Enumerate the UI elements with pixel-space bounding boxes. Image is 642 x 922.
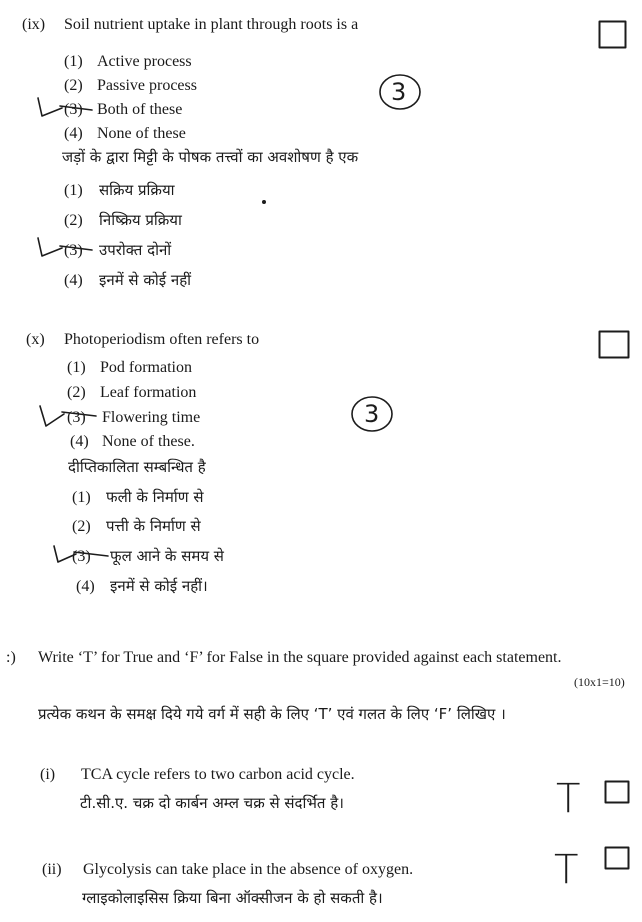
option-number: (3) — [64, 101, 83, 118]
option-number: (1) — [64, 53, 83, 70]
answer-box[interactable] — [598, 330, 632, 360]
option-text: Both of these — [97, 101, 183, 118]
option-text: Passive process — [97, 77, 197, 94]
section-instruction-en: Write ‘T’ for True and ‘F’ for False in the square provided against each statement. — [38, 649, 562, 666]
option-number: (3) — [67, 409, 86, 426]
question-number: (x) — [26, 331, 45, 348]
question-text-en: Photoperiodism often refers to — [64, 331, 260, 348]
statement-number: (i) — [40, 766, 56, 783]
handwritten-answer: T — [556, 776, 581, 822]
option-text: इनमें से कोई नहीं — [99, 271, 192, 289]
option-number: (4) — [64, 125, 83, 142]
answer-box[interactable] — [604, 780, 632, 806]
option-text: फली के निर्माण से — [106, 488, 204, 506]
tick-mark — [36, 96, 96, 126]
option-number: (2) — [64, 77, 83, 94]
option-number: (2) — [67, 384, 86, 401]
handwritten-answer: T — [554, 847, 579, 893]
section-marker: :) — [6, 649, 16, 666]
statement-text-hi: टी.सी.ए. चक्र दो कार्बन अम्ल चक्र से संदर्भित है। — [80, 794, 344, 812]
option-text: Pod formation — [100, 359, 192, 376]
option-text: सक्रिय प्रक्रिया — [99, 181, 175, 199]
section-marks: (10x1=10) — [574, 675, 625, 689]
option-text: इनमें से कोई नहीं। — [110, 577, 208, 595]
statement-number: (ii) — [42, 861, 62, 878]
option-number: (4) — [64, 272, 83, 289]
option-text: निष्क्रिय प्रक्रिया — [99, 211, 182, 229]
tick-mark — [36, 236, 96, 266]
option-text: None of these. — [102, 433, 195, 450]
option-text: Flowering time — [102, 409, 201, 426]
option-number: (3) — [72, 548, 91, 565]
option-number: (2) — [64, 212, 83, 229]
handwritten-answer: 3 — [391, 78, 407, 106]
question-number: (ix) — [22, 16, 46, 33]
option-number: (4) — [76, 578, 95, 595]
answer-box[interactable] — [598, 20, 628, 50]
option-number: (1) — [64, 182, 83, 199]
statement-text-hi: ग्लाइकोलाइसिस क्रिया बिना ऑक्सीजन के हो सकती है। — [82, 889, 383, 907]
statement-text-en: Glycolysis can take place in the absence of oxygen. — [83, 861, 414, 878]
option-text: Leaf formation — [100, 384, 197, 401]
option-text: फूल आने के समय से — [110, 547, 224, 565]
tick-mark — [52, 544, 112, 572]
option-number: (3) — [64, 242, 83, 259]
question-text-hi: दीप्तिकालिता सम्बन्धित है — [68, 458, 206, 476]
option-text: None of these — [97, 125, 186, 142]
answer-box[interactable] — [604, 846, 632, 872]
question-text-hi: जड़ों के द्वारा मिट्टी के पोषक तत्त्वों का अवशोषण है एक — [62, 148, 359, 166]
tick-mark — [38, 404, 98, 434]
handwritten-answer: 3 — [364, 400, 380, 428]
question-text-en: Soil nutrient uptake in plant through roots is a — [64, 16, 359, 33]
option-text: पत्ती के निर्माण से — [106, 517, 201, 535]
ink-speck — [262, 200, 266, 204]
option-number: (4) — [70, 433, 89, 450]
option-number: (2) — [72, 518, 91, 535]
option-text: उपरोक्त दोनों — [99, 241, 172, 259]
statement-text-en: TCA cycle refers to two carbon acid cycle. — [81, 766, 355, 783]
section-instruction-hi: प्रत्येक कथन के समक्ष दिये गये वर्ग में सही के लिए ‘T’ एवं गलत के लिए ‘F’ लिखिए । — [38, 705, 506, 723]
option-number: (1) — [67, 359, 86, 376]
option-number: (1) — [72, 489, 91, 506]
option-text: Active process — [97, 53, 192, 70]
